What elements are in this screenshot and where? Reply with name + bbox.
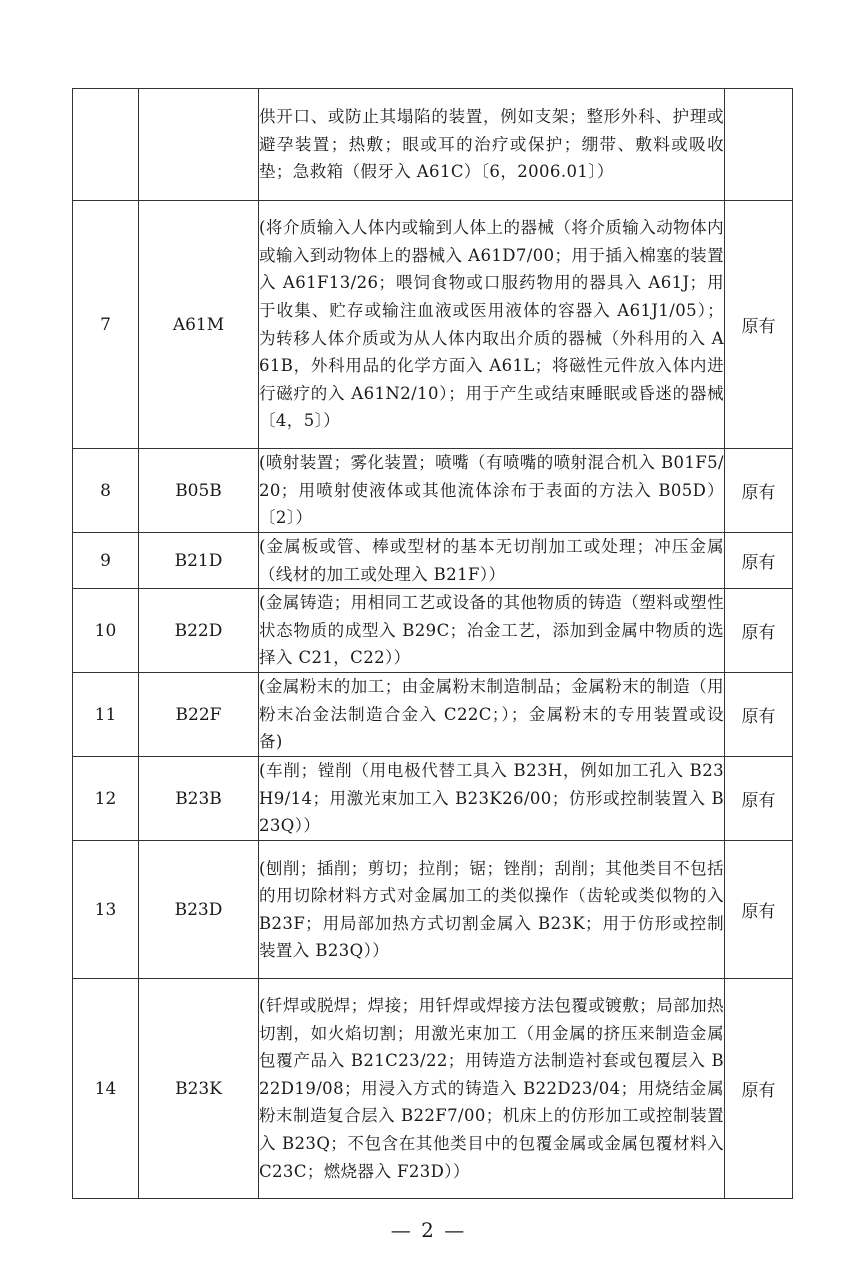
ipc-code: [139, 89, 259, 201]
classification-table: [72, 88, 793, 1199]
ipc-code: B23B: [139, 757, 259, 841]
status-cell: 原有: [725, 673, 793, 757]
table-row: [73, 201, 793, 449]
page-number: — 2 —: [390, 1218, 467, 1242]
row-number: 10: [73, 589, 139, 673]
row-number: 12: [73, 757, 139, 841]
ipc-description: (钎焊或脱焊；焊接；用钎焊或焊接方法包覆或镀敷；局部加热切割，如火焰切割；用激光束加工（用金属的挤压来制造金属包覆产品入 B21C23/22；用铸造方法制造衬套或包覆层入 B22D19/08；用浸入方式的铸造入 B22D23/04；用烧结金属粉末制造复合层入 B22F7/00；机床上的仿形加工或控制装置入 B23Q；不包含在其他类目中的包覆金属或金属包覆材料入 C23C；燃烧器入 F23D））: [259, 979, 725, 1199]
table-row: [73, 533, 793, 589]
status-cell: 原有: [725, 757, 793, 841]
ipc-description: (车削；镗削（用电极代替工具入 B23H，例如加工孔入 B23H9/14；用激光束加工入 B23K26/00；仿形或控制装置入 B23Q））: [259, 757, 725, 841]
status-cell: 原有: [725, 979, 793, 1199]
ipc-description: (刨削；插削；剪切；拉削；锯；锉削；刮削；其他类目不包括的用切除材料方式对金属加工的类似操作（齿轮或类似物的入 B23F；用局部加热方式切割金属入 B23K；用于仿形或控制装置入 B23Q））: [259, 841, 725, 979]
ipc-description: (金属粉末的加工；由金属粉末制造制品；金属粉末的制造（用粉末冶金法制造合金入 C22C；）；金属粉末的专用装置或设备): [259, 673, 725, 757]
table-row: [73, 841, 793, 979]
row-number: 11: [73, 673, 139, 757]
ipc-description: (金属铸造；用相同工艺或设备的其他物质的铸造（塑料或塑性状态物质的成型入 B29C；冶金工艺，添加到金属中物质的选择入 C21，C22））: [259, 589, 725, 673]
status-cell: 原有: [725, 589, 793, 673]
status-cell: 原有: [725, 201, 793, 449]
row-number: 7: [73, 201, 139, 449]
document-page: [72, 88, 792, 1199]
ipc-code: B23D: [139, 841, 259, 979]
table-row: [73, 979, 793, 1199]
row-number: [73, 89, 139, 201]
ipc-description: (金属板或管、棒或型材的基本无切削加工或处理；冲压金属（线材的加工或处理入 B21F））: [259, 533, 725, 589]
ipc-code: B23K: [139, 979, 259, 1199]
table-row: [73, 673, 793, 757]
status-cell: [725, 89, 793, 201]
ipc-code: B05B: [139, 449, 259, 533]
table-row: [73, 589, 793, 673]
ipc-code: B21D: [139, 533, 259, 589]
status-cell: 原有: [725, 841, 793, 979]
row-number: 9: [73, 533, 139, 589]
ipc-description: (将介质输入人体内或输到人体上的器械（将介质输入动物体内或输入到动物体上的器械入 A61D7/00；用于插入棉塞的装置入 A61F13/26；喂饲食物或口服药物用的器具入 A61J；用于收集、贮存或输注血液或医用液体的容器入 A61J1/05）；为转移人体介质或为从人体内取出介质的器械（外科用的入 A61B，外科用品的化学方面入 A61L；将磁性元件放入体内进行磁疗的入 A61N2/10）；用于产生或结束睡眠或昏迷的器械〔4，5〕）: [259, 201, 725, 449]
ipc-description: (喷射装置；雾化装置；喷嘴（有喷嘴的喷射混合机入 B01F5/20；用喷射使液体或其他流体涂布于表面的方法入 B05D）〔2〕）: [259, 449, 725, 533]
table-row: [73, 757, 793, 841]
table-row: [73, 449, 793, 533]
ipc-description: 供开口、或防止其塌陷的装置，例如支架；整形外科、护理或避孕装置；热敷；眼或耳的治疗或保护；绷带、敷料或吸收垫；急救箱（假牙入 A61C）〔6，2006.01〕）: [259, 89, 725, 201]
row-number: 13: [73, 841, 139, 979]
table-row: [73, 89, 793, 201]
ipc-code: B22F: [139, 673, 259, 757]
row-number: 14: [73, 979, 139, 1199]
status-cell: 原有: [725, 449, 793, 533]
row-number: 8: [73, 449, 139, 533]
ipc-code: B22D: [139, 589, 259, 673]
status-cell: 原有: [725, 533, 793, 589]
ipc-code: A61M: [139, 201, 259, 449]
